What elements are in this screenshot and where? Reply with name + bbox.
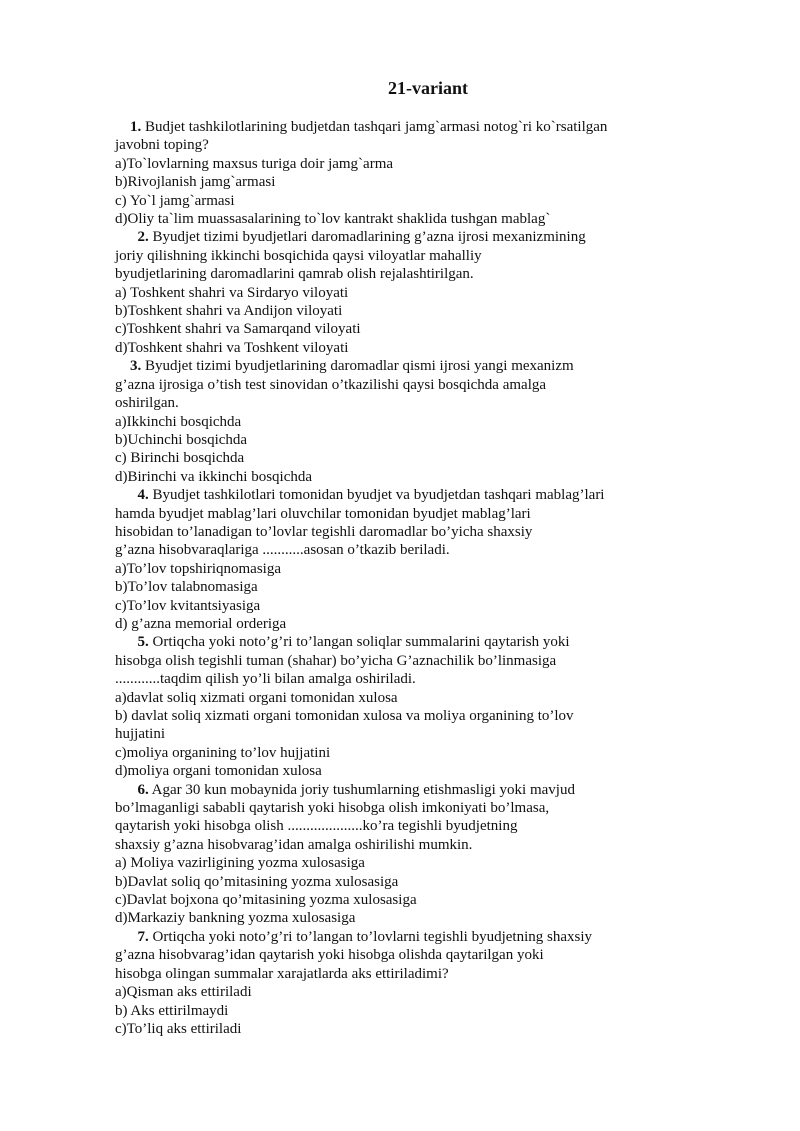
answer-option: d)Oliy ta`lim muassasalarining to`lov kantrakt shaklida tushgan mablag`	[115, 211, 551, 228]
question-text: Ortiqcha yoki noto’g’ri to’langan soliqlar summalarini qaytarish yoki	[148, 634, 570, 651]
question-text: Budjet tashkilotlarining budjetdan tashqari jamg`armasi notog`ri ko`rsatilgan	[141, 119, 608, 135]
question-indent	[115, 782, 138, 798]
question-number: 2.	[137, 229, 149, 246]
question-text: Agar 30 kun mobaynida joriy tushumlarning etishmasligi yoki mavjud	[148, 781, 575, 798]
answer-option: d) g’azna memorial orderiga	[115, 615, 287, 632]
question-number: 4.	[137, 487, 149, 504]
question-text-line: qaytarish yoki hisobga olish ....................ko’ra tegishli byudjetning	[115, 818, 518, 835]
answer-option: d)Markaziy bankning yozma xulosasiga	[115, 910, 356, 927]
question-text-line: bo’lmaganligi sababli qaytarish yoki hisobga olish imkoniyati bo’lmasa,	[115, 800, 550, 817]
question-number: 1.	[130, 119, 142, 135]
question-2	[115, 228, 675, 357]
question-6	[115, 781, 675, 928]
question-number: 6.	[137, 781, 149, 798]
question-text-line: g’azna hisobvaraqlariga ...........asosan o’tkazib beriladi.	[115, 542, 450, 559]
question-text-line	[115, 228, 675, 246]
answer-option: d)Toshkent shahri va Toshkent viloyati	[115, 339, 349, 356]
question-text-line: hisobidan to’lanadigan to’lovlar tegishli daromadlar bo’yicha shaxsiy	[115, 523, 533, 540]
question-text-line: javobni toping?	[115, 137, 209, 154]
question-text-line: hisobga olish tegishli tuman (shahar) bo’yicha G’aznachilik bo’linmasiga	[115, 652, 557, 669]
answer-option: c)Davlat bojxona qo’mitasining yozma xulosasiga	[115, 892, 417, 909]
question-text-line: hisobga olingan summalar xarajatlarda aks ettiriladimi?	[115, 965, 449, 982]
question-text-line: shaxsiy g’azna hisobvarag’idan amalga oshirilishi mumkin.	[115, 836, 473, 853]
question-text-line: byudjetlarining daromadlarini qamrab olish rejalashtirilgan.	[115, 266, 474, 283]
question-text-line: g’azna hisobvarag’idan qaytarish yoki hisobga olishda qaytarilgan yoki	[115, 947, 544, 964]
question-5	[115, 633, 675, 780]
question-text-line: joriy qilishning ikkinchi bosqichida qaysi viloyatlar mahalliy	[115, 247, 482, 264]
question-text-line	[115, 118, 675, 136]
answer-option: d)Birinchi va ikkinchi bosqichda	[115, 468, 313, 485]
question-indent	[115, 119, 130, 135]
question-text: Byudjet tizimi byudjetlari daromadlarining g’azna ijrosi mexanizmining	[148, 229, 586, 246]
question-text-line	[115, 357, 675, 375]
answer-option: hujjatini	[115, 726, 165, 743]
question-text-line	[115, 781, 675, 799]
answer-option: a)Qisman aks ettiriladi	[115, 984, 252, 1001]
answer-option: b) Aks ettirilmaydi	[115, 1002, 229, 1019]
answer-option: b)Davlat soliq qo’mitasining yozma xulosasiga	[115, 873, 399, 890]
answer-option: a) Toshkent shahri va Sirdaryo viloyati	[115, 284, 349, 301]
question-3	[115, 357, 675, 486]
question-text-line	[115, 633, 675, 651]
question-indent	[115, 487, 138, 503]
question-text-line: g’azna ijrosiga o’tish test sinovidan o’tkazilishi qaysi bosqichda amalga	[115, 376, 547, 393]
answer-option: c)To’lov kvitantsiyasiga	[115, 597, 261, 614]
answer-option: b)Rivojlanish jamg`armasi	[115, 174, 276, 191]
question-indent	[115, 358, 130, 374]
answer-option: c)moliya organining to’lov hujjatini	[115, 744, 331, 761]
question-text-line: ............taqdim qilish yo’li bilan amalga oshiriladi.	[115, 671, 416, 688]
question-number: 3.	[130, 358, 142, 375]
answer-option: a)davlat soliq xizmati organi tomonidan xulosa	[115, 689, 398, 706]
question-indent	[115, 634, 138, 650]
answer-option: a)Ikkinchi bosqichda	[115, 413, 242, 430]
answer-option: c) Yo`l jamg`armasi	[115, 192, 235, 209]
answer-option: b)Toshkent shahri va Andijon viloyati	[115, 303, 343, 320]
page-title: 21-variant	[388, 78, 468, 98]
answer-option: c) Birinchi bosqichda	[115, 450, 245, 467]
answer-option: a)To`lovlarning maxsus turiga doir jamg`arma	[115, 155, 394, 172]
answer-option: b)To’lov talabnomasiga	[115, 579, 258, 596]
question-1	[115, 118, 675, 228]
questions-body	[115, 118, 675, 1038]
answer-option: b)Uchinchi bosqichda	[115, 431, 248, 448]
question-4	[115, 486, 675, 633]
answer-option: b) davlat soliq xizmati organi tomonidan xulosa va moliya organining to’lov	[115, 708, 574, 724]
question-text: Ortiqcha yoki noto’g’ri to’langan to’lovlarni tegishli byudjetning shaxsiy	[148, 928, 593, 945]
question-text-line: hamda byudjet mablag’lari oluvchilar tomonidan byudjet mablag’lari	[115, 505, 531, 522]
answer-option: c)Toshkent shahri va Samarqand viloyati	[115, 321, 361, 338]
question-7	[115, 928, 675, 1038]
question-indent	[115, 229, 138, 245]
question-number: 5.	[137, 634, 149, 651]
question-text-line	[115, 486, 675, 504]
answer-option: a) Moliya vazirligining yozma xulosasiga	[115, 855, 365, 872]
question-number: 7.	[137, 928, 149, 945]
question-text-line	[115, 928, 675, 946]
answer-option: c)To’liq aks ettiriladi	[115, 1020, 242, 1037]
answer-option: d)moliya organi tomonidan xulosa	[115, 763, 322, 780]
question-text: Byudjet tizimi byudjetlarining daromadlar qismi ijrosi yangi mexanizm	[141, 358, 574, 375]
question-text: Byudjet tashkilotlari tomonidan byudjet va byudjetdan tashqari mablag’lari	[148, 487, 605, 504]
answer-option: a)To’lov topshiriqnomasiga	[115, 560, 282, 577]
question-text-line: oshirilgan.	[115, 395, 179, 412]
question-indent	[115, 929, 138, 945]
